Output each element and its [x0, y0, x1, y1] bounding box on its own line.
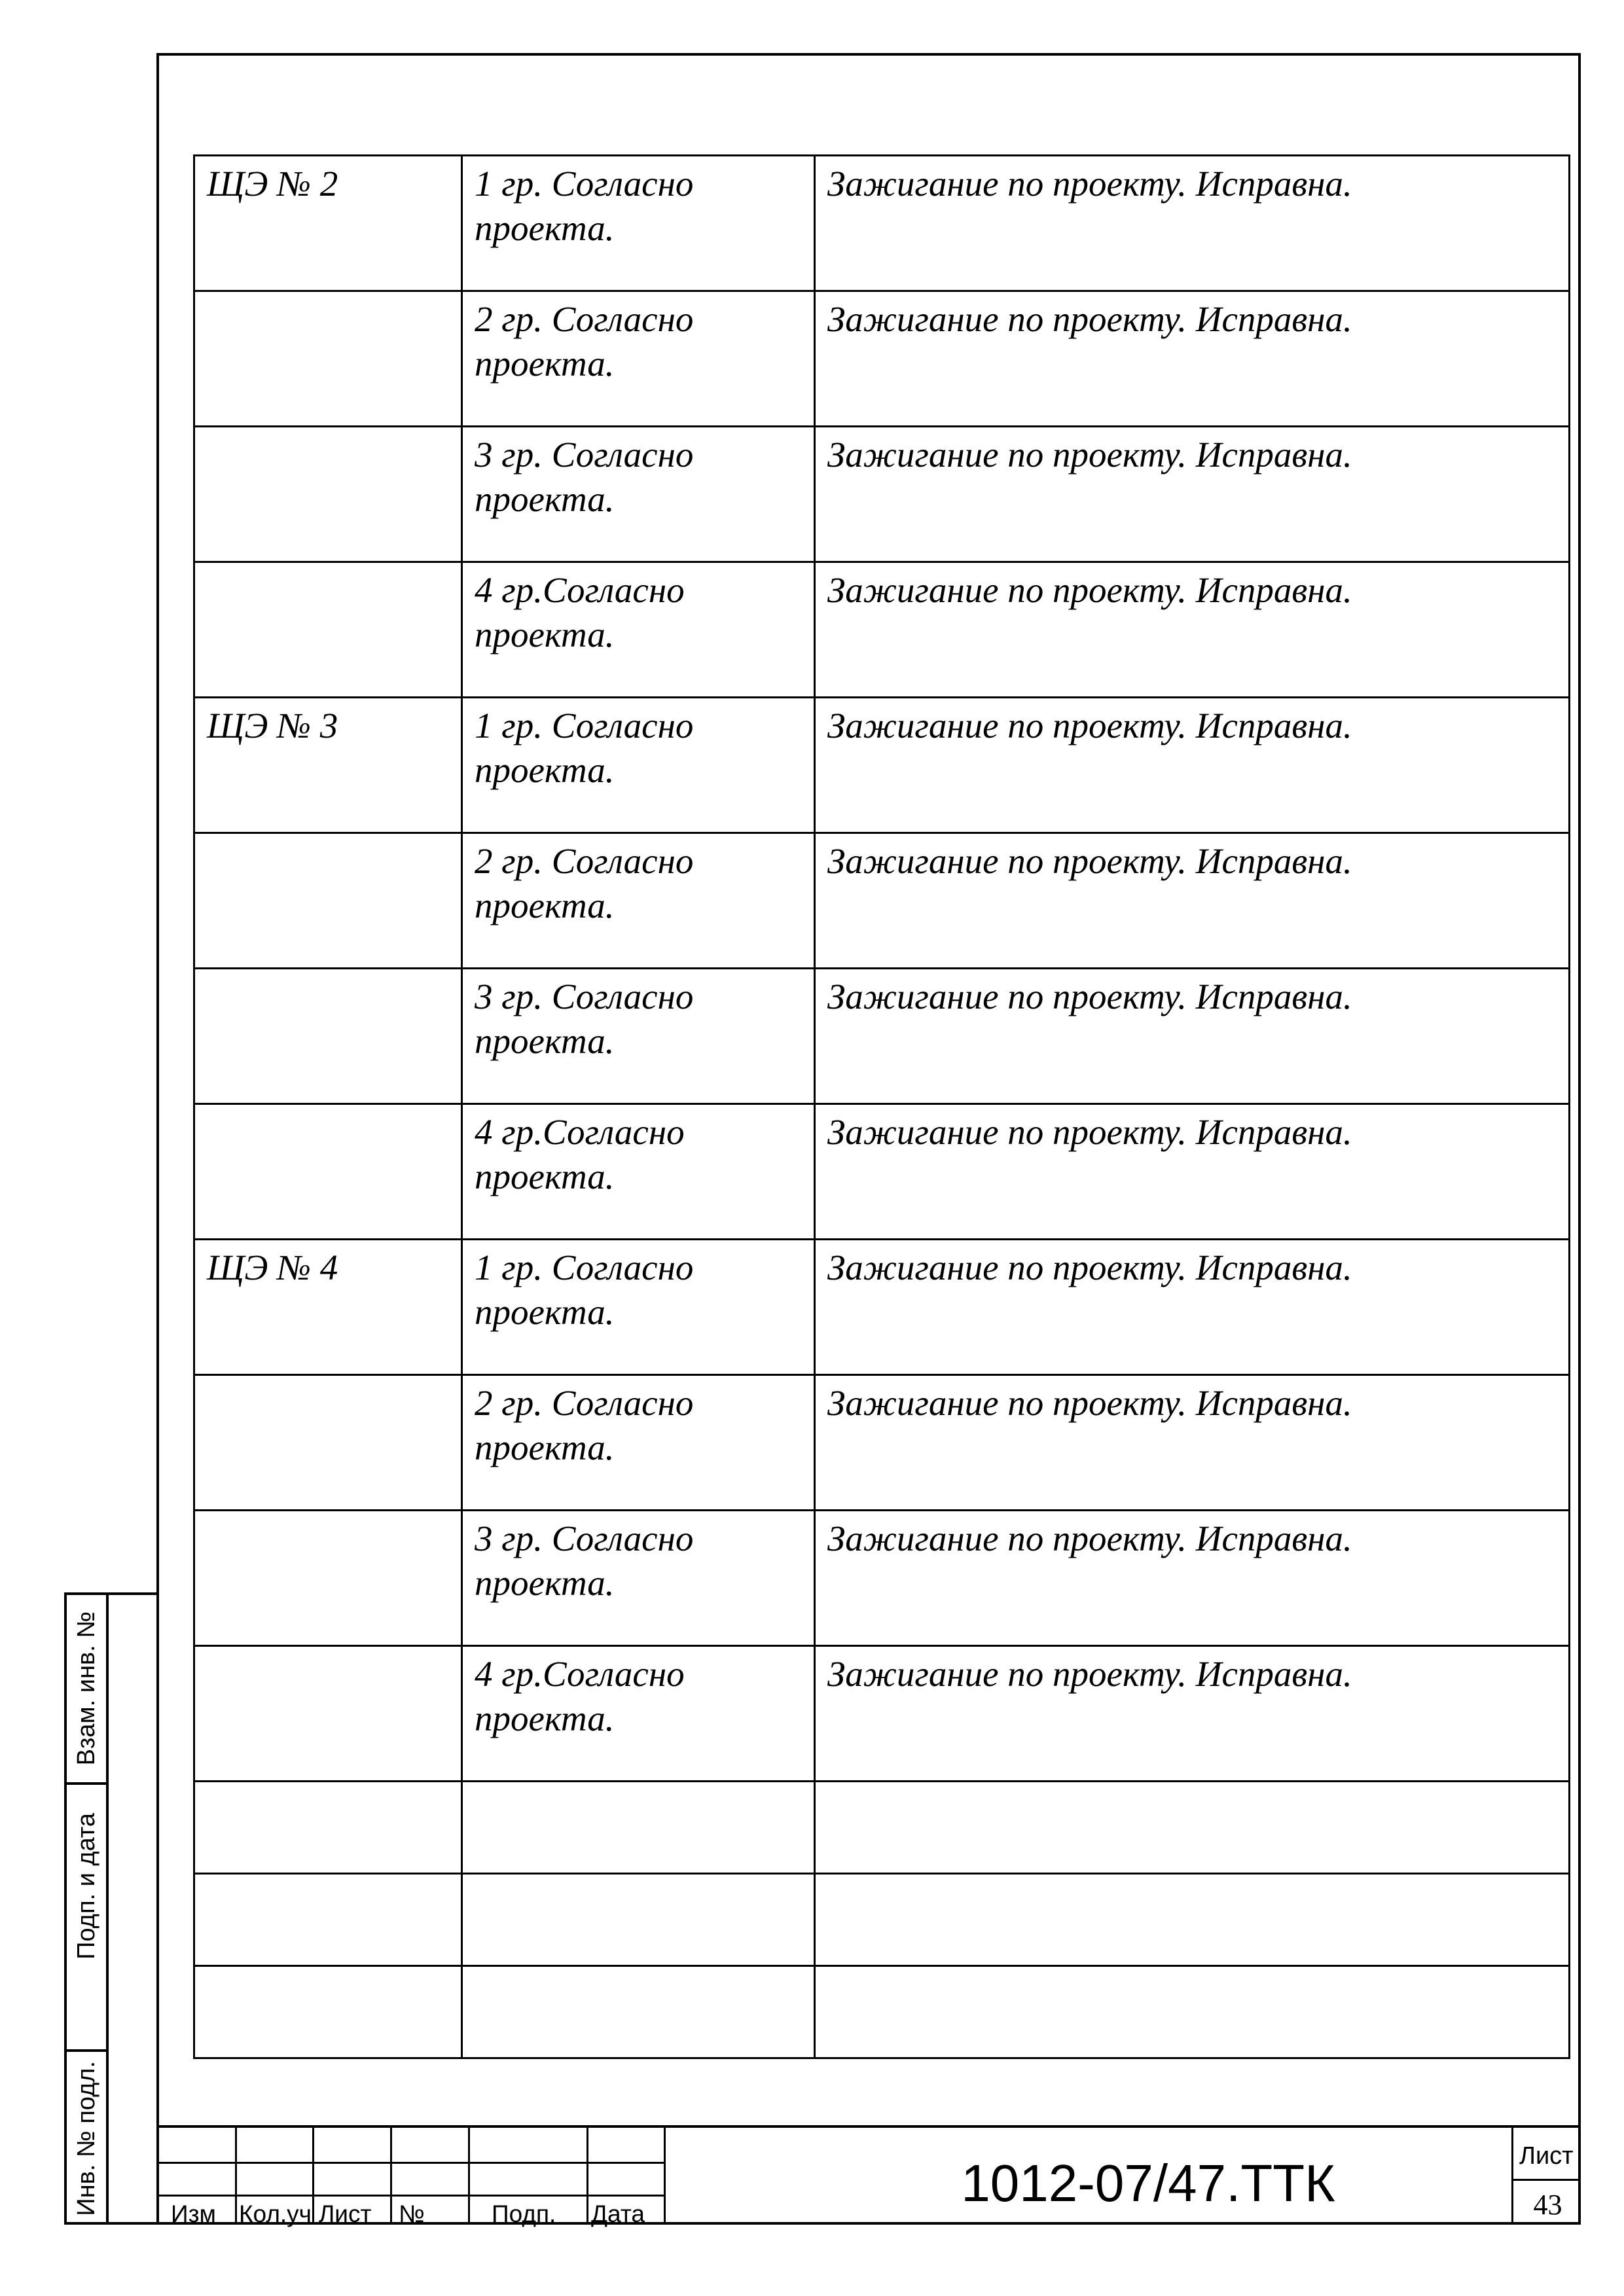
tb-header-data: Дата — [591, 2200, 645, 2227]
inv-podl-label: Инв. № подл. — [73, 2061, 100, 2216]
tb-header-list: Лист — [319, 2200, 372, 2227]
cell-group: 4 гр.Согласно проекта. — [462, 1646, 815, 1782]
tb-divider — [312, 2128, 314, 2225]
cell-status: Зажигание по проекту. Исправна. — [815, 1240, 1570, 1375]
cell-status — [815, 1966, 1570, 2058]
cell-panel — [194, 1874, 462, 1966]
cell-group — [462, 1966, 815, 2058]
table-row — [194, 1511, 1570, 1646]
table-row — [194, 969, 1570, 1104]
cell-group: 3 гр. Согласно проекта. — [462, 1511, 815, 1646]
cell-status: Зажигание по проекту. Исправна. — [815, 698, 1570, 833]
cell-status: Зажигание по проекту. Исправна. — [815, 1646, 1570, 1782]
cell-status: Зажигание по проекту. Исправна. — [815, 156, 1570, 291]
table-row — [194, 1375, 1570, 1511]
cell-group: 2 гр. Согласно проекта. — [462, 833, 815, 969]
side-stamp — [64, 1592, 156, 2225]
cell-status: Зажигание по проекту. Исправна. — [815, 1104, 1570, 1240]
cell-status: Зажигание по проекту. Исправна. — [815, 291, 1570, 427]
cell-panel — [194, 833, 462, 969]
tb-divider — [390, 2128, 392, 2225]
document-code: 1012-07/47.ТТК — [961, 2154, 1335, 2212]
cell-panel: ЩЭ № 2 — [194, 156, 462, 291]
tb-divider — [468, 2128, 470, 2225]
tb-divider — [235, 2128, 237, 2225]
table-row — [194, 1240, 1570, 1375]
cell-group: 3 гр. Согласно проекта. — [462, 427, 815, 562]
table-row — [194, 833, 1570, 969]
cell-status: Зажигание по проекту. Исправна. — [815, 562, 1570, 698]
tb-header-podp: Подп. — [492, 2200, 556, 2227]
cell-panel — [194, 1782, 462, 1874]
table-row — [194, 1966, 1570, 2058]
cell-group: 2 гр. Согласно проекта. — [462, 291, 815, 427]
title-block — [156, 2125, 1581, 2225]
cell-panel — [194, 1646, 462, 1782]
cell-group: 4 гр.Согласно проекта. — [462, 1104, 815, 1240]
podp-data-label: Подп. и дата — [73, 1813, 100, 1960]
cell-panel — [194, 1511, 462, 1646]
inspection-table — [193, 154, 1570, 2059]
cell-status — [815, 1782, 1570, 1874]
cell-status: Зажигание по проекту. Исправна. — [815, 1511, 1570, 1646]
table-row — [194, 1646, 1570, 1782]
tb-rule — [156, 2162, 664, 2164]
cell-status: Зажигание по проекту. Исправна. — [815, 833, 1570, 969]
cell-group: 1 гр. Согласно проекта. — [462, 698, 815, 833]
cell-group: 1 гр. Согласно проекта. — [462, 1240, 815, 1375]
tb-header-izm: Изм — [171, 2200, 216, 2227]
cell-status: Зажигание по проекту. Исправна. — [815, 427, 1570, 562]
cell-panel — [194, 969, 462, 1104]
tb-divider — [664, 2128, 666, 2225]
tb-header-nomer: № — [399, 2200, 425, 2227]
cell-panel — [194, 427, 462, 562]
table-row — [194, 698, 1570, 833]
table-row — [194, 1782, 1570, 1874]
cell-group: 4 гр.Согласно проекта. — [462, 562, 815, 698]
cell-panel — [194, 1375, 462, 1511]
sheet-label: Лист — [1519, 2142, 1574, 2170]
cell-group: 1 гр. Согласно проекта. — [462, 156, 815, 291]
table-row — [194, 562, 1570, 698]
tb-rule — [156, 2195, 664, 2197]
table-row — [194, 1104, 1570, 1240]
cell-panel: ЩЭ № 3 — [194, 698, 462, 833]
cell-status: Зажигание по проекту. Исправна. — [815, 1375, 1570, 1511]
cell-panel — [194, 1104, 462, 1240]
vzam-inv-label: Взам. инв. № — [73, 1611, 100, 1766]
cell-panel: ЩЭ № 4 — [194, 1240, 462, 1375]
table-row — [194, 156, 1570, 291]
table-row — [194, 291, 1570, 427]
cell-panel — [194, 562, 462, 698]
cell-panel — [194, 1966, 462, 2058]
cell-panel — [194, 291, 462, 427]
cell-group — [462, 1782, 815, 1874]
tb-divider — [586, 2128, 588, 2225]
table-row — [194, 427, 1570, 562]
tb-rule — [1511, 2179, 1581, 2181]
table-row — [194, 1874, 1570, 1966]
cell-group: 3 гр. Согласно проекта. — [462, 969, 815, 1104]
cell-status: Зажигание по проекту. Исправна. — [815, 969, 1570, 1104]
tb-header-kol-uch: Кол.уч — [239, 2200, 312, 2227]
cell-group: 2 гр. Согласно проекта. — [462, 1375, 815, 1511]
cell-group — [462, 1874, 815, 1966]
cell-status — [815, 1874, 1570, 1966]
sheet-number: 43 — [1533, 2189, 1562, 2221]
